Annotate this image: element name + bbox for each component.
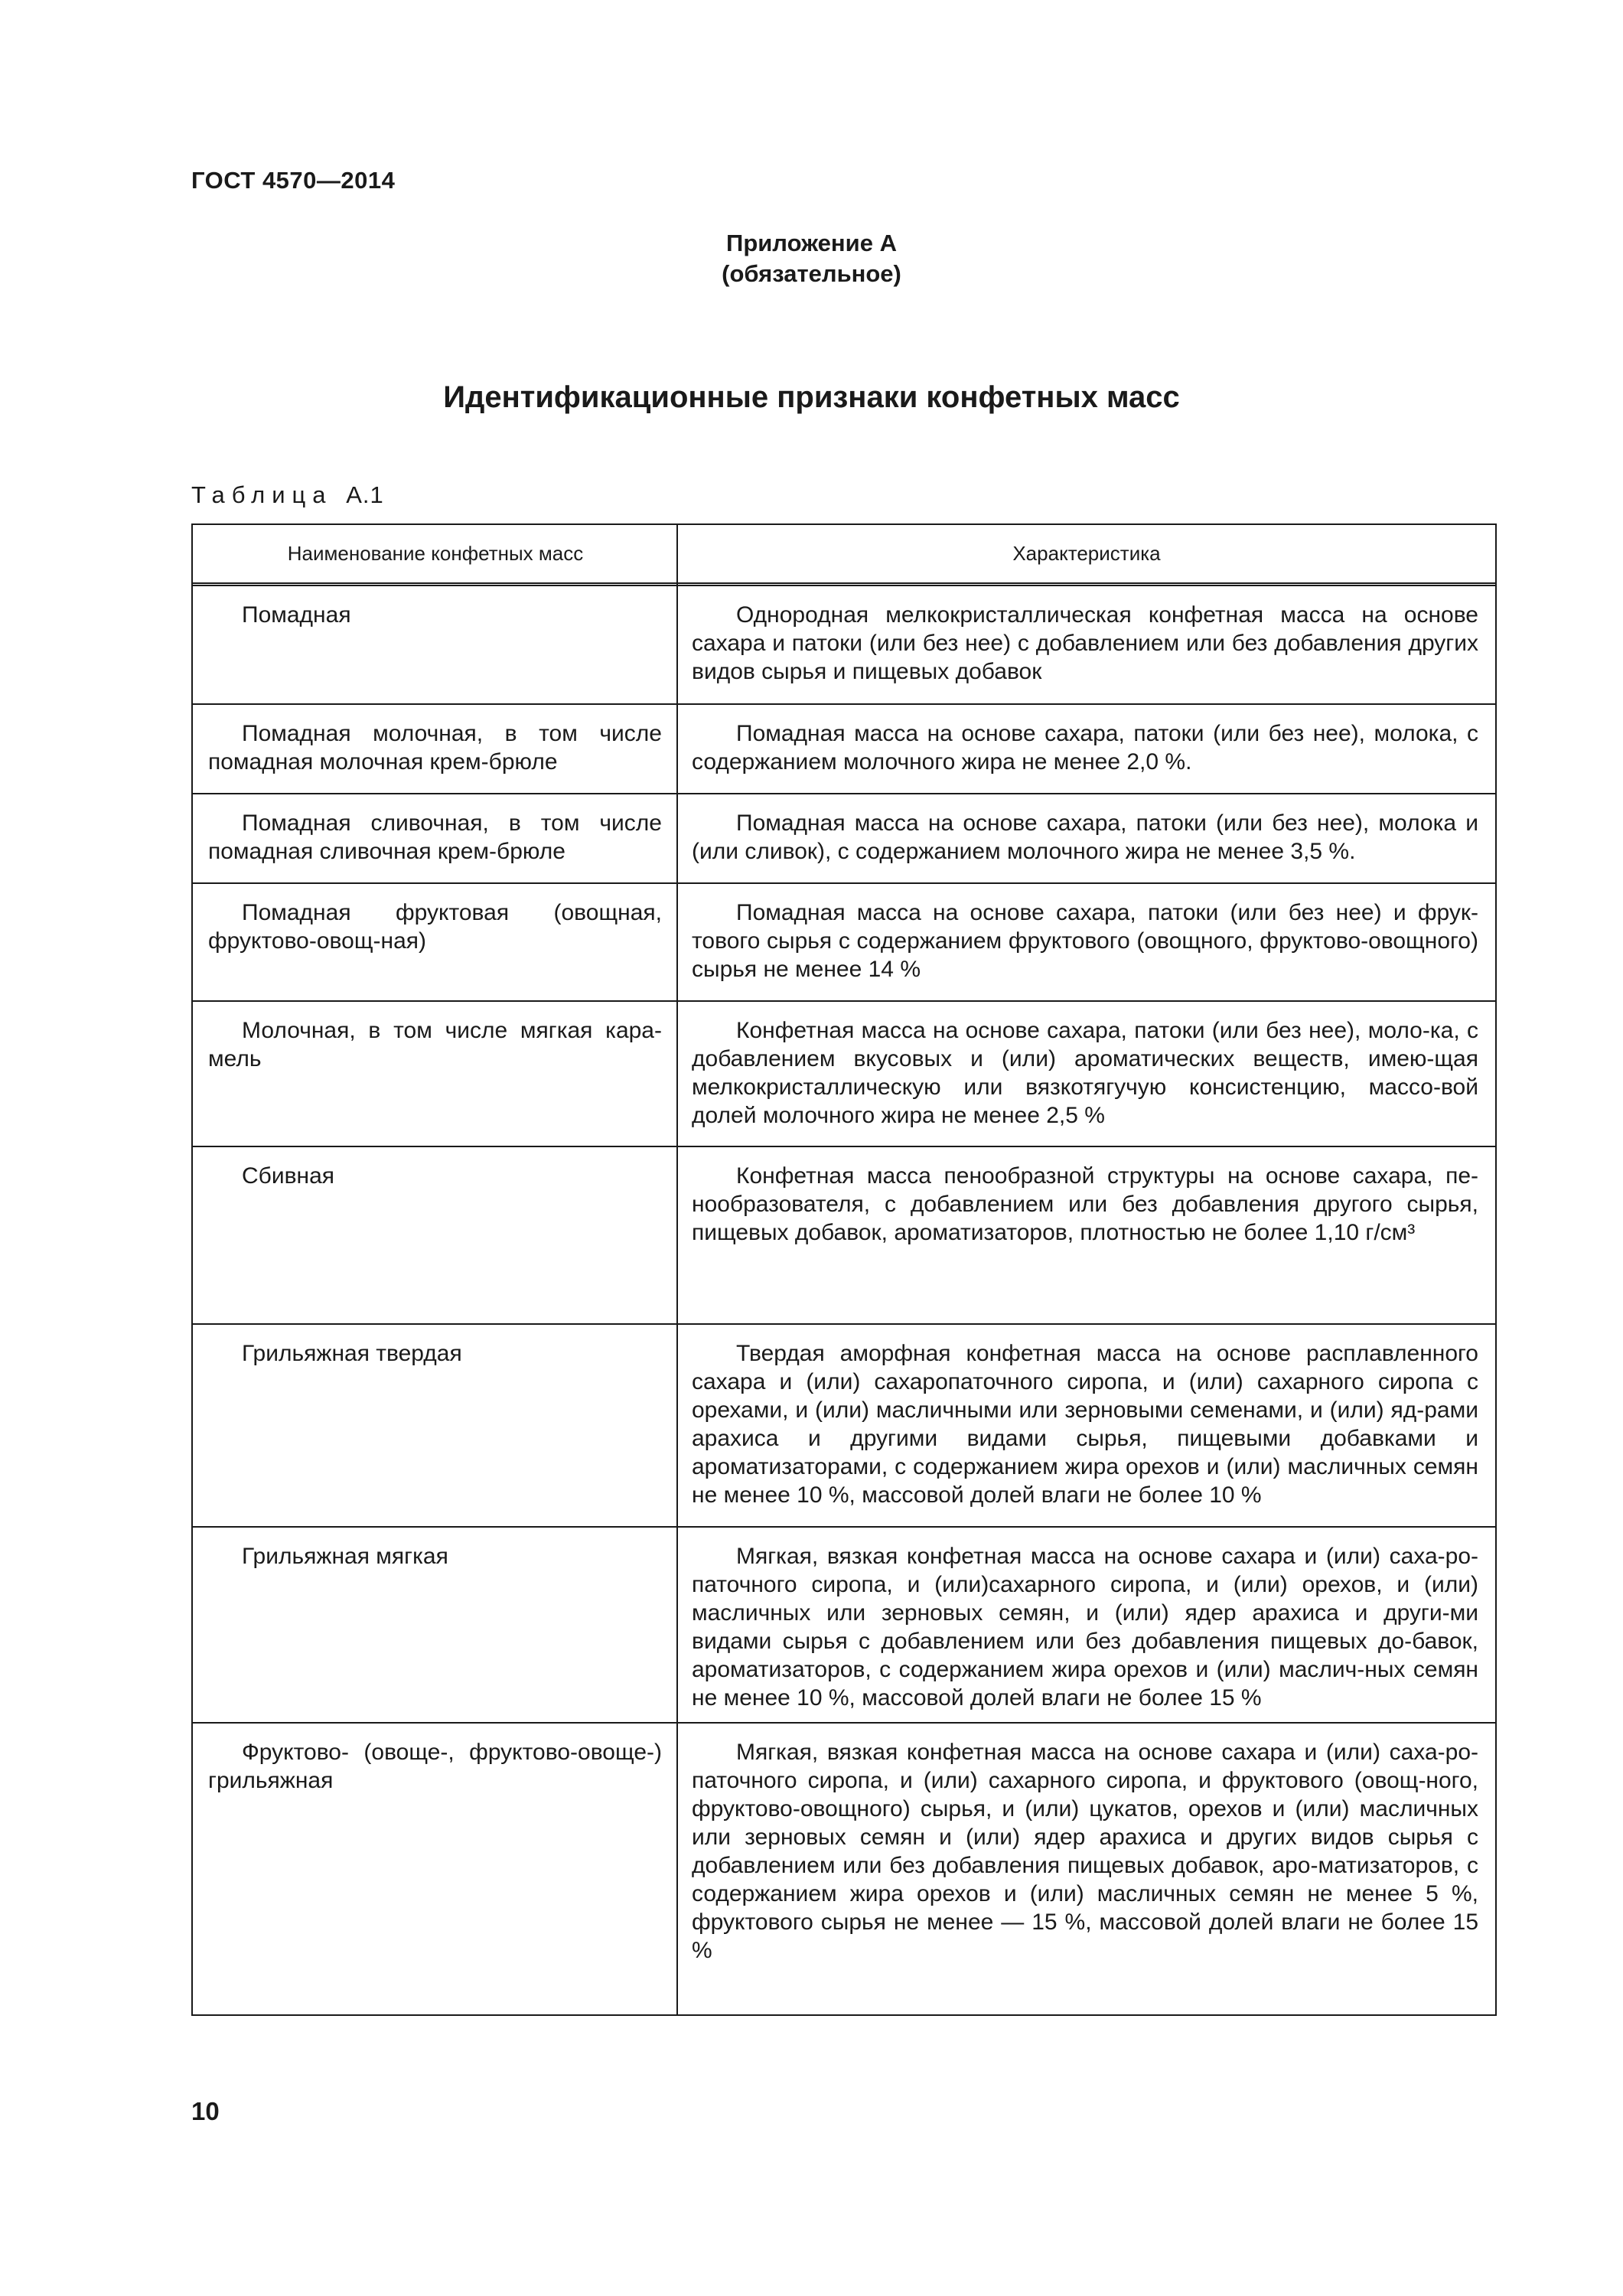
row-name: Грильяжная твердая bbox=[242, 1341, 462, 1366]
table-row bbox=[193, 794, 1495, 884]
table-row bbox=[193, 1528, 1495, 1724]
table-header bbox=[193, 525, 1495, 586]
page-number: 10 bbox=[191, 2097, 220, 2125]
row-description: Однородная мелкокристаллическая конфетная масса на основе сахара и патоки (или без нее) с добавлением или без добавления других видов сырья и пищевых добавок bbox=[692, 602, 1478, 684]
row-description: Помадная масса на основе сахара, патоки (или без нее) и фрук-тового сырья с содержанием фруктового (овощного, фруктово-овощного) сырья не менее 14 % bbox=[692, 900, 1478, 982]
row-description: Помадная масса на основе сахара, патоки (или без нее), молока и (или сливок), с содержанием молочного жира не менее 3,5 %. bbox=[692, 810, 1478, 864]
row-description: Мягкая, вязкая конфетная масса на основе сахара и (или) саха-ро-паточного сиропа, и (или)сахарного сиропа, и (или) орехов, и (или) масличных или зерновых семян, и (или) ядер арахиса и други-ми видами сырья с добавлением или без добавления пищевых до-бавок, ароматизаторов, с содержанием жира орехов и (или) маслич-ных семян не менее 10 %, массовой долей влаги не более 15 % bbox=[692, 1544, 1478, 1711]
row-name: Помадная bbox=[242, 602, 351, 628]
column-header-name: Наименование конфетных масс bbox=[287, 542, 584, 565]
row-name: Сбивная bbox=[242, 1163, 335, 1189]
table-row bbox=[193, 1147, 1495, 1325]
table-row bbox=[193, 1325, 1495, 1528]
row-description: Помадная масса на основе сахара, патоки (или без нее), молока, с содержанием молочного жира не менее 2,0 %. bbox=[692, 721, 1478, 775]
row-description: Твердая аморфная конфетная масса на основе расплавленного сахара и (или) сахаропаточного сиропа, и (или) сахарного сиропа с орехами, и (или) масличными или зерновыми семенами, и (или) яд-рами арахиса и другими видами сырья, пищевыми добавками и ароматизаторами, с содержанием жира орехов и (или) масличных семян не менее 10 %, массовой долей влаги не более 10 % bbox=[692, 1341, 1478, 1508]
table-row bbox=[193, 884, 1495, 1002]
row-description: Мягкая, вязкая конфетная масса на основе сахара и (или) саха-ро-паточного сиропа, и (или) сахарного сиропа, и фруктового (овощ-ного, фруктово-овощного) сырья, и (или) цукатов, орехов и (или) масличных или зерновых семян и (или) ядер арахиса и других видов сырья с добавлением или без добавления пищевых добавок, аро-матизаторов, с содержанием жира орехов и (или) масличных семян не менее 5 %, фруктового сырья не менее — 15 %, массовой долей влаги не более 15 % bbox=[692, 1740, 1478, 1963]
row-name: Помадная фруктовая (овощная, фруктово-овощ-ная) bbox=[208, 900, 662, 954]
identification-table bbox=[191, 523, 1497, 2016]
table-row bbox=[193, 586, 1495, 705]
page-title: Идентификационные признаки конфетных масс bbox=[443, 380, 1180, 414]
standard-number: ГОСТ 4570—2014 bbox=[191, 167, 396, 194]
row-description: Конфетная масса на основе сахара, патоки (или без нее), моло-ка, с добавлением вкусовых и (или) ароматических веществ, имею-щая мелкокристаллическую или вязкотягучую консистенцию, массо-вой долей молочного жира не менее 2,5 % bbox=[692, 1018, 1478, 1128]
row-name: Фруктово- (овоще-, фруктово-овоще-) грильяжная bbox=[208, 1740, 662, 1793]
annex-status: (обязательное) bbox=[722, 260, 901, 287]
column-header-characteristic: Характеристика bbox=[1012, 542, 1161, 565]
table-row bbox=[193, 1724, 1495, 2014]
row-description: Конфетная масса пенообразной структуры на основе сахара, пе-нообразователя, с добавлением или без добавления другого сырья, пищевых добавок, ароматизаторов, плотностью не более 1,10 г/см³ bbox=[692, 1163, 1478, 1245]
table-row bbox=[193, 1002, 1495, 1147]
annex-title: Приложение А bbox=[726, 230, 897, 256]
table-label-number: А.1 bbox=[346, 481, 384, 508]
table-label-prefix: Таблица bbox=[191, 481, 333, 508]
table-label bbox=[191, 481, 384, 509]
row-name: Помадная сливочная, в том числе помадная сливочная крем-брюле bbox=[208, 810, 662, 864]
row-name: Грильяжная мягкая bbox=[242, 1544, 448, 1569]
table-row bbox=[193, 705, 1495, 794]
row-name: Молочная, в том числе мягкая кара-мель bbox=[208, 1018, 662, 1071]
row-name: Помадная молочная, в том числе помадная молочная крем-брюле bbox=[208, 721, 662, 775]
